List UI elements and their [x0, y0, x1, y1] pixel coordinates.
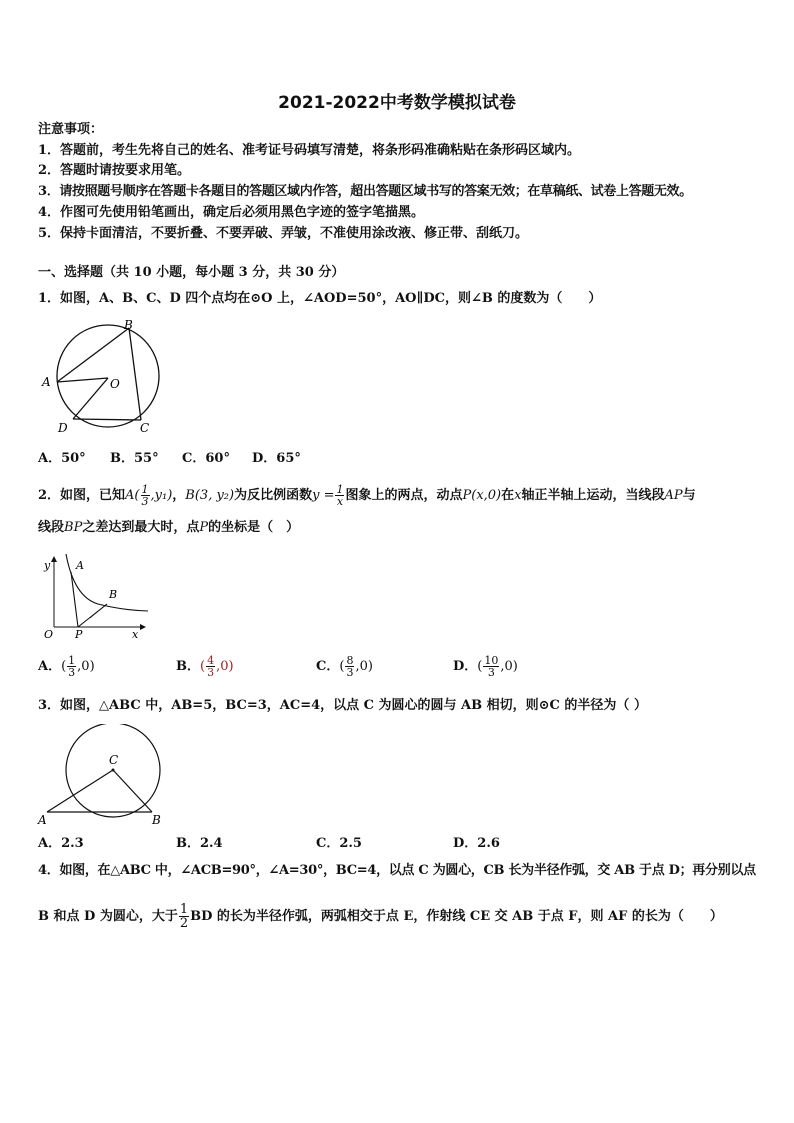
- q2-text-2: ，: [172, 488, 186, 503]
- q2-label-x: x: [132, 628, 139, 640]
- notice-item-4: 4．作图可先使用铅笔画出，确定后必须用黑色字迹的签字笔描黑。: [38, 205, 425, 220]
- q2-text-5: 在: [501, 488, 515, 503]
- q2-label-a: A: [76, 559, 84, 572]
- q2-function: y = $\frac{1}{x}$: [312, 483, 344, 508]
- notice-item-2: 2．答题时请按要求用笔。: [38, 163, 191, 178]
- notice-item-3: 3．请按照题号顺序在答题卡各题目的答题区域内作答，超出答题区域书写的答案无效；在草稿纸、试卷上答题无效。: [38, 184, 692, 199]
- q3-figure: [36, 724, 166, 828]
- q2-label-y: y: [44, 559, 51, 572]
- q4-stem-line2: B 和点 D 为圆心，大于 $\frac{1}{2}$ BD 的长为半径作弧，两弧相交于点 E，作射线 CE 交 AB 于点 F，则 AF 的长为（ ）: [38, 902, 723, 931]
- q2-seg-ap: AP: [664, 488, 683, 503]
- notice-item-1: 1．答题前，考生先将自己的姓名、准考证号码填写清楚，将条形码准确粘贴在条形码区域内。: [38, 143, 581, 158]
- notice-item-5: 5．保持卡面清洁，不要折叠、不要弄破、弄皱，不准使用涂改液、修正带、刮纸刀。: [38, 226, 529, 241]
- q2-text-1: 2．如图，已知: [38, 488, 126, 503]
- q2-text-6: 轴正半轴上运动，当线段: [521, 488, 665, 503]
- q3-label-b: B: [152, 813, 161, 827]
- q1-option-c[interactable]: C．60°: [182, 451, 230, 466]
- q3-option-a[interactable]: A．2.3: [38, 836, 84, 851]
- q2-label-o: O: [44, 628, 54, 640]
- section-heading: 一、选择题（共 10 小题，每小题 3 分，共 30 分）: [38, 265, 345, 280]
- q2-stem-line2: 线段BP之差达到最大时，点P的坐标是（ ）: [38, 520, 300, 535]
- q1-option-d[interactable]: D．65°: [252, 451, 301, 466]
- q2-label-p: P: [75, 628, 83, 640]
- page-title: 2021-2022中考数学模拟试卷: [278, 93, 516, 113]
- q2-point-a: A( $\frac{1}{3}$ ,y₁): [125, 483, 173, 508]
- q2-point-p: P(x,0): [462, 488, 502, 503]
- q3-option-c[interactable]: C．2.5: [316, 836, 362, 851]
- q4-stem-line1: 4．如图，在△ABC 中，∠ACB=90°，∠A=30°，BC=4，以点 C 为圆心，CB 长为半径作弧，交 AB 于点 D；再分别以点: [38, 863, 756, 878]
- q2-text-3: 为反比例函数: [234, 488, 313, 503]
- q3-option-b[interactable]: B．2.4: [176, 836, 223, 851]
- q2-figure: [36, 552, 156, 640]
- q2-x-var: x: [514, 488, 522, 503]
- q1-label-b: B: [124, 318, 133, 332]
- q2-option-b[interactable]: B．( $\frac{4}{3}$ ,0): [176, 654, 234, 679]
- q1-label-o: O: [110, 377, 120, 391]
- q1-option-a[interactable]: A．50°: [38, 451, 86, 466]
- q1-label-d: D: [58, 421, 68, 435]
- q2-point-b: B(3, y₂): [185, 488, 235, 503]
- q2-option-a[interactable]: A．( $\frac{1}{3}$ ,0): [38, 654, 95, 679]
- q3-label-c: C: [109, 753, 119, 767]
- notice-heading: 注意事项：: [38, 122, 104, 137]
- q3-label-a: A: [38, 813, 47, 827]
- q2-text-7: 与: [682, 488, 696, 503]
- q1-figure: [36, 316, 166, 436]
- q2-label-b: B: [109, 588, 118, 601]
- q1-option-b[interactable]: B．55°: [110, 451, 159, 466]
- q2-stem-line1: [38, 483, 696, 509]
- q1-label-c: C: [140, 421, 150, 435]
- q1-label-a: A: [42, 375, 51, 389]
- q2-option-d[interactable]: D．( $\frac{10}{3}$ ,0): [453, 654, 518, 679]
- q1-stem: 1．如图，A、B、C、D 四个点均在⊙O 上，∠AOD=50°，AO∥DC，则∠B 的度数为（ ）: [38, 291, 602, 306]
- q2-option-c[interactable]: C．( $\frac{8}{3}$ ,0): [316, 654, 373, 679]
- q3-option-d[interactable]: D．2.6: [453, 836, 500, 851]
- q3-stem: 3．如图，△ABC 中，AB=5，BC=3，AC=4，以点 C 为圆心的圆与 AB 相切，则⊙C 的半径为（ ）: [38, 698, 647, 713]
- q2-text-4: 图象上的两点，动点: [345, 488, 463, 503]
